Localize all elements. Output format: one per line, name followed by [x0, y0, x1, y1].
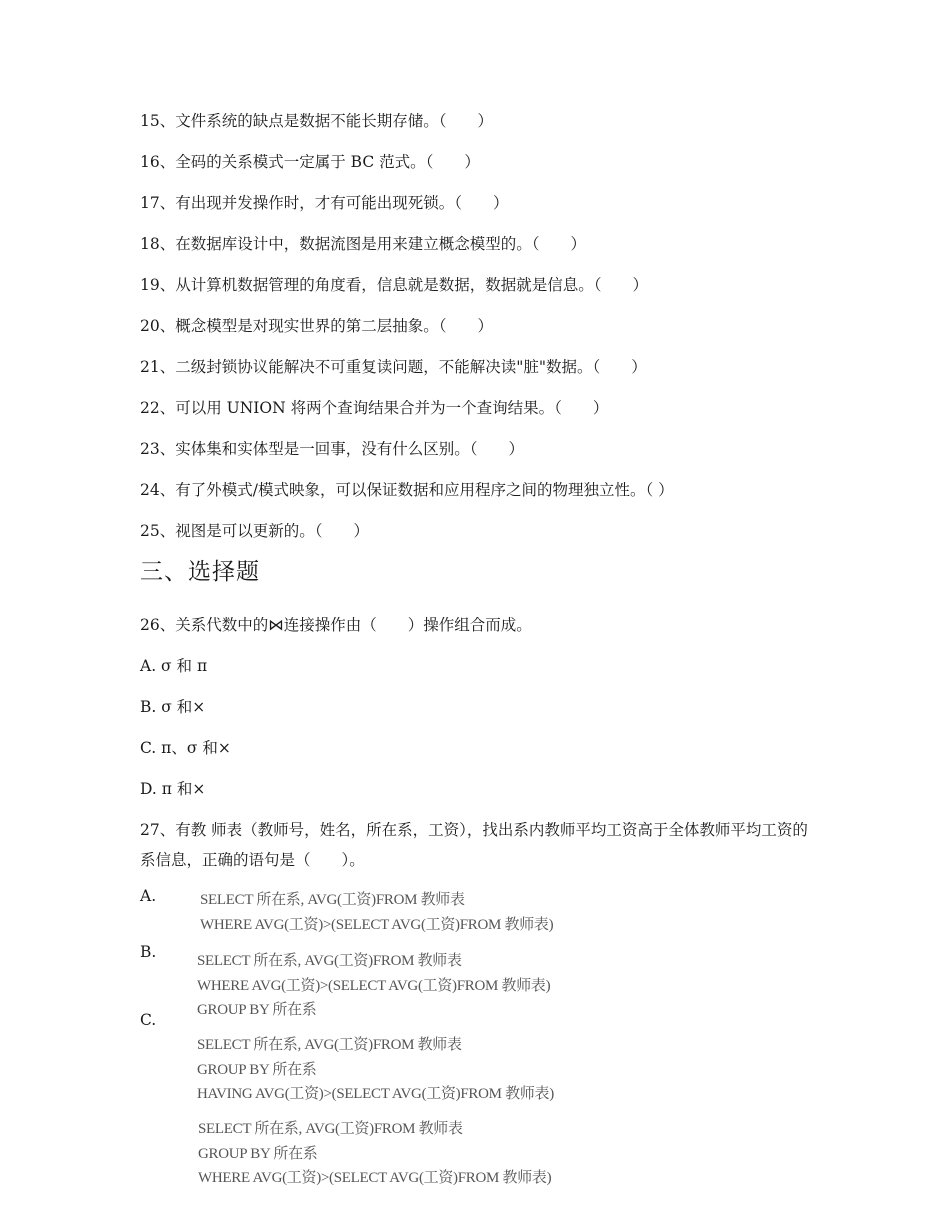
sql-line: GROUP BY 所在系 — [198, 1145, 318, 1162]
sql-line: SELECT 所在系, AVG(工资)FROM 教师表 — [200, 892, 465, 908]
question-26-option-c: C. π、σ 和× — [140, 739, 231, 757]
sql-line: GROUP BY 所在系 — [197, 1002, 317, 1018]
question-19: 19、从计算机数据管理的角度看，信息就是数据，数据就是信息。（ ） — [140, 276, 648, 294]
question-18: 18、在数据库设计中，数据流图是用来建立概念模型的。（ ） — [140, 235, 586, 253]
sql-line: WHERE AVG(工资)>(SELECT AVG(工资)FROM 教师表) — [197, 977, 551, 994]
sql-line: SELECT 所在系, AVG(工资)FROM 教师表 — [198, 1121, 463, 1137]
question-23: 23、实体集和实体型是一回事，没有什么区别。（ ） — [140, 440, 524, 458]
sql-line: WHERE AVG(工资)>(SELECT AVG(工资)FROM 教师表) — [200, 916, 554, 933]
question-25: 25、视图是可以更新的。（ ） — [140, 522, 369, 540]
sql-line: GROUP BY 所在系 — [197, 1061, 317, 1078]
question-27-label-c: C. — [140, 1011, 157, 1029]
question-15: 15、文件系统的缺点是数据不能长期存储。（ ） — [140, 112, 493, 130]
question-26-option-b: B. σ 和× — [140, 698, 206, 716]
question-20: 20、概念模型是对现实世界的第二层抽象。（ ） — [140, 317, 493, 335]
question-27-label-a: A. — [140, 887, 157, 905]
sql-line: SELECT 所在系, AVG(工资)FROM 教师表 — [197, 1037, 462, 1053]
question-22: 22、可以用 UNION 将两个查询结果合并为一个查询结果。（ ） — [140, 399, 609, 417]
sql-line: HAVING AVG(工资)>(SELECT AVG(工资)FROM 教师表) — [197, 1086, 554, 1102]
question-27-stem: 27、有教 师表（教师号，姓名，所在系，工资），找出系内教师平均工资高于全体教师平均工资的系信息，正确的语句是（ ）。 — [140, 821, 808, 869]
question-26-stem: 26、关系代数中的⋈连接操作由（ ）操作组合而成。 — [140, 616, 532, 634]
sql-line: WHERE AVG(工资)>(SELECT AVG(工资)FROM 教师表) — [198, 1170, 552, 1186]
question-21: 21、二级封锁协议能解决不可重复读问题，不能解决读"脏"数据。（ ） — [140, 358, 647, 376]
question-16: 16、全码的关系模式一定属于 BC 范式。（ ） — [140, 153, 480, 171]
question-27-sql-c — [197, 1033, 554, 1107]
question-27-label-b: B. — [140, 943, 157, 961]
question-26-option-a: A. σ 和 π — [140, 657, 208, 675]
section-heading: 三、选择题 — [140, 559, 260, 585]
question-17: 17、有出现并发操作时，才有可能出现死锁。（ ） — [140, 194, 509, 212]
question-24: 24、有了外模式/模式映象，可以保证数据和应用程序之间的物理独立性。（ ） — [140, 481, 674, 499]
sql-line: SELECT 所在系, AVG(工资)FROM 教师表 — [197, 953, 462, 969]
question-27-sql-b — [197, 949, 550, 1023]
question-26-option-d: D. π 和× — [140, 780, 206, 798]
question-27-sql-a — [200, 888, 553, 937]
question-27-sql-d — [198, 1117, 551, 1191]
